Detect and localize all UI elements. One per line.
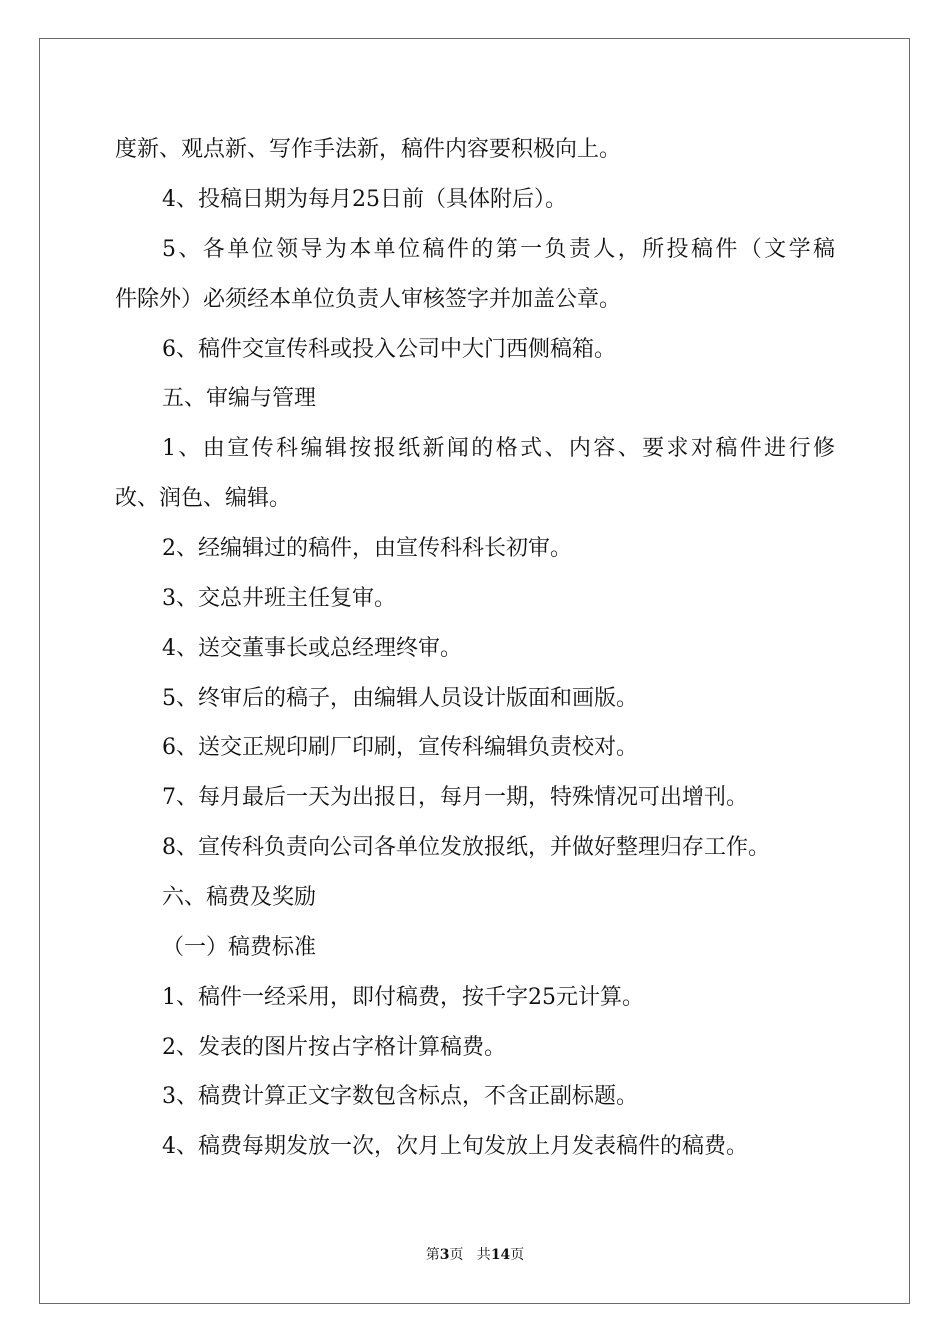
page-footer [0, 1244, 950, 1264]
footer-prefix: 第 [425, 1247, 440, 1263]
text-line: 3、稿费计算正文字数包含标点，不含正副标题。 [162, 1084, 638, 1109]
page-border [39, 38, 910, 1304]
text-line: 5、终审后的稿子，由编辑人员设计版面和画版。 [162, 686, 638, 711]
text-line: 1、稿件一经采用，即付稿费，按千字25元计算。 [162, 985, 644, 1010]
text-line: 6、稿件交宣传科或投入公司中大门西侧稿箱。 [162, 337, 616, 362]
section-heading: 五、审编与管理 [162, 386, 317, 411]
section-heading: 六、稿费及奖励 [162, 885, 317, 910]
text-line: 1、由宣传科编辑按报纸新闻的格式、内容、要求对稿件进行修 [162, 436, 835, 461]
text-line: 7、每月最后一天为出报日，每月一期，特殊情况可出增刊。 [162, 785, 748, 810]
text-line: 件除外）必须经本单位负责人审核签字并加盖公章。 [115, 287, 622, 312]
text-line: 6、送交正规印刷厂印刷，宣传科编辑负责校对。 [162, 735, 638, 760]
text-line: 度新、观点新、写作手法新，稿件内容要积极向上。 [115, 137, 622, 162]
text-line: 5、各单位领导为本单位稿件的第一负责人，所投稿件（文学稿 [162, 237, 835, 262]
text-line: 2、发表的图片按占字格计算稿费。 [162, 1035, 506, 1060]
footer-mid: 页 共 [449, 1247, 491, 1263]
text-line: 8、宣传科负责向公司各单位发放报纸，并做好整理归存工作。 [162, 835, 770, 860]
footer-page-number: 3 [439, 1247, 450, 1263]
subsection-heading: （一）稿费标准 [162, 935, 317, 960]
footer-suffix: 页 [510, 1247, 525, 1263]
text-line: 改、润色、编辑。 [115, 486, 292, 511]
text-line: 2、经编辑过的稿件，由宣传科科长初审。 [162, 536, 572, 561]
text-line: 4、送交董事长或总经理终审。 [162, 636, 462, 661]
footer-total-pages: 14 [490, 1247, 511, 1263]
text-line: 4、投稿日期为每月25日前（具体附后）。 [162, 187, 567, 212]
text-line: 3、交总井班主任复审。 [162, 586, 396, 611]
text-line: 4、稿费每期发放一次，次月上旬发放上月发表稿件的稿费。 [162, 1134, 748, 1159]
